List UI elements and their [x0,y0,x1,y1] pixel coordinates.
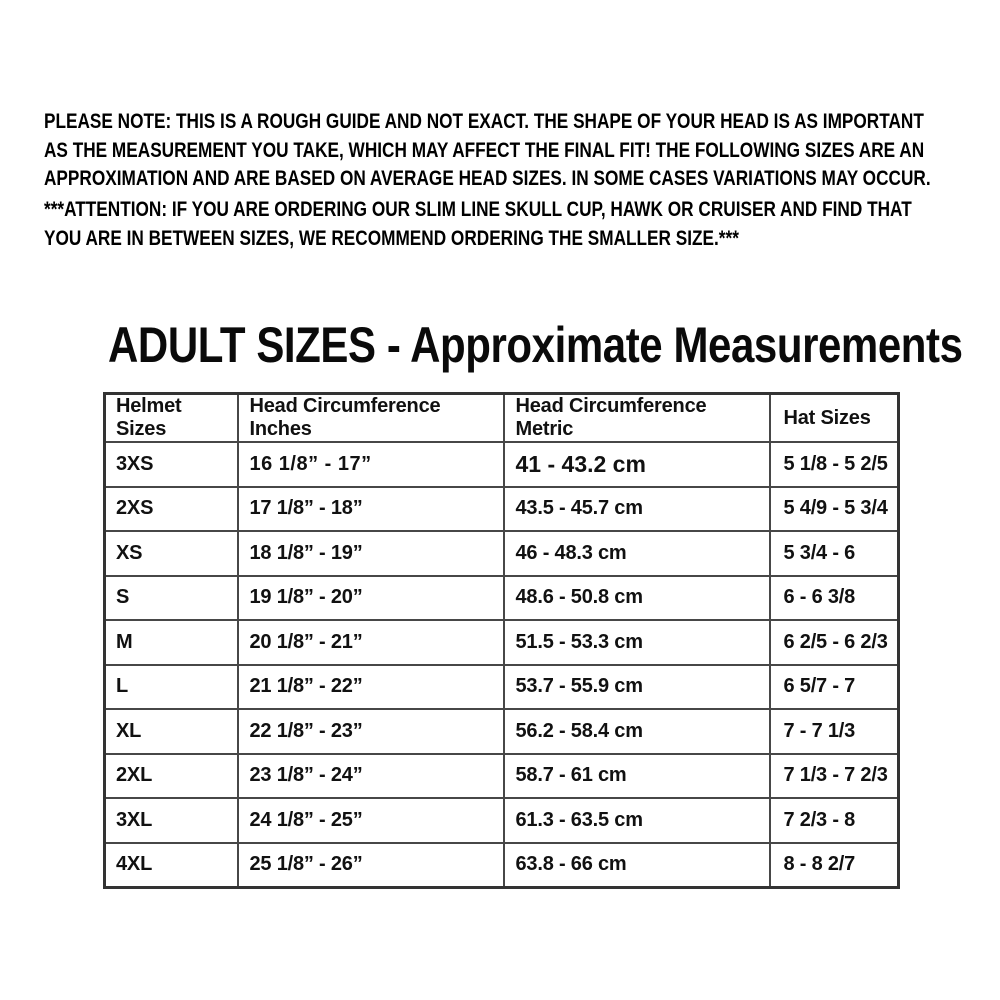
cell-metric-range: 43.5 - 45.7 cm [504,487,770,532]
cell-metric-range: 41 - 43.2 cm [504,442,770,487]
cell-hat-range: 8 - 8 2/7 [770,843,899,888]
cell-metric-range: 61.3 - 63.5 cm [504,798,770,843]
cell-helmet-size: 2XL [105,754,238,799]
cell-metric-range: 48.6 - 50.8 cm [504,576,770,621]
table-row-2xl [105,754,899,799]
please-note-paragraph [44,108,931,194]
cell-hat-range: 7 1/3 - 7 2/3 [770,754,899,799]
cell-helmet-size: 2XS [105,487,238,532]
cell-hat-range: 6 5/7 - 7 [770,665,899,710]
cell-hat-range: 7 2/3 - 8 [770,798,899,843]
attention-line-2: YOU ARE IN BETWEEN SIZES, WE RECOMMEND ORDERING THE SMALLER SIZE.*** [44,226,739,250]
header-hat-sizes: Hat Sizes [770,394,899,443]
cell-hat-range: 5 3/4 - 6 [770,531,899,576]
table-row-xl [105,709,899,754]
cell-inches-range: 25 1/8” - 26” [238,843,504,888]
cell-metric-range: 58.7 - 61 cm [504,754,770,799]
header-circumference-metric: Head Circumference Metric [504,394,770,443]
please-note-line-2: AS THE MEASUREMENT YOU TAKE, WHICH MAY AFFECT THE FINAL FIT! THE FOLLOWING SIZES ARE AN [44,138,925,162]
table-row-2xs [105,487,899,532]
table-row-m [105,620,899,665]
cell-helmet-size: 4XL [105,843,238,888]
cell-helmet-size: S [105,576,238,621]
cell-metric-range: 63.8 - 66 cm [504,843,770,888]
attention-line-1: ***ATTENTION: IF YOU ARE ORDERING OUR SLIM LINE SKULL CUP, HAWK OR CRUISER AND FIND THAT [44,198,912,221]
cell-inches-range: 18 1/8” - 19” [238,531,504,576]
cell-hat-range: 5 1/8 - 5 2/5 [770,442,899,487]
cell-helmet-size: M [105,620,238,665]
table-row-3xs [105,442,899,487]
cell-metric-range: 56.2 - 58.4 cm [504,709,770,754]
please-note-line-3: APPROXIMATION AND ARE BASED ON AVERAGE HEAD SIZES. IN SOME CASES VARIATIONS MAY OCCUR. [44,167,931,190]
cell-metric-range: 53.7 - 55.9 cm [504,665,770,710]
cell-inches-range: 17 1/8” - 18” [238,487,504,532]
cell-inches-range: 16 1/8” - 17” [238,442,504,487]
cell-inches-range: 21 1/8” - 22” [238,665,504,710]
table-row-s [105,576,899,621]
cell-hat-range: 7 - 7 1/3 [770,709,899,754]
table-row-xs [105,531,899,576]
cell-inches-range: 23 1/8” - 24” [238,754,504,799]
table-row-3xl [105,798,899,843]
cell-helmet-size: XL [105,709,238,754]
please-note-line-1: PLEASE NOTE: THIS IS A ROUGH GUIDE AND NOT EXACT. THE SHAPE OF YOUR HEAD IS AS IMPORTANT [44,110,924,133]
table-header-row [105,394,899,443]
cell-inches-range: 19 1/8” - 20” [238,576,504,621]
cell-hat-range: 6 - 6 3/8 [770,576,899,621]
header-helmet-sizes: Helmet Sizes [105,394,238,443]
table-row-4xl [105,843,899,888]
cell-inches-range: 20 1/8” - 21” [238,620,504,665]
table-row-l [105,665,899,710]
cell-hat-range: 6 2/5 - 6 2/3 [770,620,899,665]
size-table [103,392,900,889]
cell-helmet-size: L [105,665,238,710]
cell-inches-range: 22 1/8” - 23” [238,709,504,754]
cell-metric-range: 51.5 - 53.3 cm [504,620,770,665]
page-title: ADULT SIZES - Approximate Measurements [108,317,963,373]
cell-inches-range: 24 1/8” - 25” [238,798,504,843]
header-circumference-inches: Head Circumference Inches [238,394,504,443]
cell-hat-range: 5 4/9 - 5 3/4 [770,487,899,532]
cell-metric-range: 46 - 48.3 cm [504,531,770,576]
cell-helmet-size: XS [105,531,238,576]
cell-helmet-size: 3XS [105,442,238,487]
attention-paragraph [44,196,912,253]
cell-helmet-size: 3XL [105,798,238,843]
